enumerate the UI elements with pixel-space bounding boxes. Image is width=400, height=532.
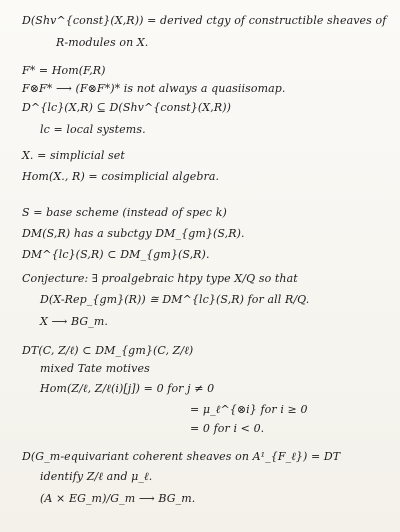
note-line-6: lc = local systems. [40, 123, 146, 136]
note-line-16: mixed Tate motives [40, 362, 150, 375]
note-line-10: DM(S,R) has a subctgy DM_{gm}(S,R). [22, 227, 245, 240]
note-line-15: DT(C, Z/ℓ) ⊂ DM_{gm}(C, Z/ℓ) [22, 344, 194, 357]
note-line-21: identify Z/ℓ and μ_ℓ. [40, 470, 153, 483]
note-line-12: Conjecture: ∃ proalgebraic htpy type X/Q so that [22, 272, 298, 285]
note-line-2: R-modules on X. [56, 36, 149, 49]
note-line-17: Hom(Z/ℓ, Z/ℓ(i)[j]) = 0 for j ≠ 0 [40, 382, 215, 395]
note-line-13: D(X-Rep_{gm}(R)) ≅ DM^{lc}(S,R) for all R/Q. [40, 293, 310, 306]
note-line-4: F⊗F* ⟶ (F⊗F*)* is not always a quasiisomap. [22, 82, 286, 95]
note-line-8: Hom(X., R) = cosimplicial algebra. [22, 170, 220, 183]
note-line-7: X. = simplicial set [22, 149, 125, 162]
note-line-9: S = base scheme (instead of spec k) [22, 206, 227, 219]
note-line-22: (A × EG_m)/G_m ⟶ BG_m. [40, 492, 196, 505]
note-line-19: = 0 for i < 0. [190, 422, 265, 435]
note-line-20: D(G_m-equivariant coherent sheaves on A¹_{F_ℓ}) = DT [22, 450, 341, 463]
note-line-18: = μ_ℓ^{⊗i} for i ≥ 0 [190, 403, 308, 416]
note-line-5: D^{lc}(X,R) ⊆ D(Shv^{const}(X,R)) [22, 101, 231, 114]
note-line-1: D(Shv^{const}(X,R)) = derived ctgy of constructible sheaves of [22, 14, 387, 27]
note-line-14: X ⟶ BG_m. [40, 315, 108, 328]
note-line-11: DM^{lc}(S,R) ⊂ DM_{gm}(S,R). [22, 248, 210, 261]
note-line-3: F* = Hom(F,R) [22, 64, 106, 77]
